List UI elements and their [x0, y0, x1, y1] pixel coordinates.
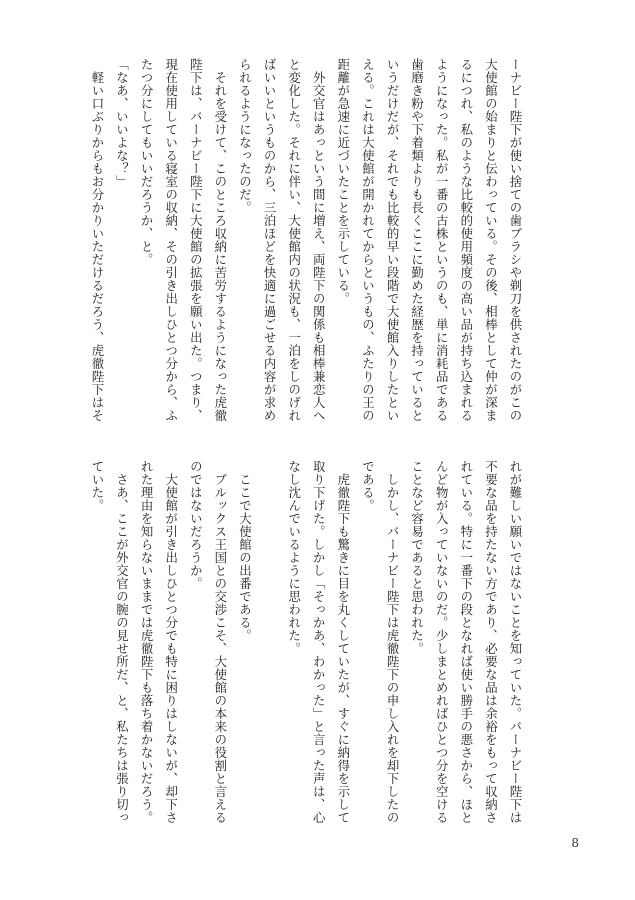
text-line: 「なあ、いいよな？」 — [114, 58, 130, 188]
text-line: 歯磨き粉や下着類よりも長くここに勤めた経歴を持っていると — [409, 58, 425, 422]
text-line: ようになった。私が一番の古株というのも、単に消耗品である — [434, 58, 450, 422]
text-line: ことなど容易であると思われた。 — [409, 460, 425, 655]
text-line: れが難しい願いではないことを知っていた。バーナビー陛下は — [508, 460, 523, 824]
text-line: それを受けて、このところ収納に苦労するようになった虎徹 — [212, 58, 228, 422]
text-line: 外交官はあっという間に増え、両陛下の関係も相棒兼恋人へ — [311, 58, 327, 422]
text-line: れている。特に一番下の段となれば使い勝手の悪さから、ほと — [458, 460, 474, 824]
text-line: 虎徹陛下も驚きに目を丸くしていたが、すぐに納得を示して — [335, 460, 351, 824]
text-line: られるようになったのだ。 — [237, 58, 253, 214]
text-line: しかし、バーナビー陛下は虎徹陛下の申し入れを却下したの — [385, 460, 401, 824]
text-line: える。これは大使館が開かれてからというもの、ふたりの王の — [360, 58, 376, 422]
text-line: 距離が急速に近づいたことを示している。 — [335, 58, 351, 305]
text-block-top — [89, 58, 527, 426]
text-line: のではないだろうか。 — [188, 460, 204, 590]
text-line: るにつれ、私のような比較的使用頻度の高い品が持ち込まれる — [458, 58, 474, 422]
text-block-bottom — [89, 460, 527, 828]
text-line: れた理由を知らないままでは虎徹陛下も落ち着かないだろう。 — [139, 460, 155, 824]
text-line: ブルックス王国との交渉こそ、大使館の本来の役割と言える — [212, 460, 228, 824]
text-line: 不要な品を持たない方であり、必要な品は余裕をもって収納さ — [483, 460, 499, 824]
text-line: 軽い口ぶりからもお分かりいただけるだろう、虎徹陛下はそ — [89, 58, 105, 422]
text-line: 現在使用している寝室の収納、その引き出しひとつ分から、ふ — [163, 58, 179, 422]
text-line: んど物が入っていないのだ。少しまとめればひとつ分を空ける — [434, 460, 450, 824]
text-line: いうだけだが、それでも比較的早い段階で大使館入りしたとい — [385, 58, 401, 422]
text-line: 大使館が引き出しひとつ分でも特に困りはしないが、却下さ — [163, 460, 179, 824]
text-line: ーナビー陛下が使い捨ての歯ブラシや剃刀を供されたのがこの — [508, 58, 523, 422]
text-line: なし沈んでいるように思われた。 — [286, 460, 302, 655]
text-line: である。 — [360, 460, 376, 512]
text-line: ばいいというものから、三泊ほどを快適に過ごせる内容が求め — [262, 58, 278, 422]
page-number: 8 — [571, 836, 579, 850]
text-line: と変化した。それに伴い、大使館内の状況も、一泊をしのげれ — [286, 58, 302, 422]
text-line: 取り下げた。しかし「そっかあ、わかった」と言った声は、心 — [311, 460, 327, 824]
text-line: ここで大使館の出番である。 — [237, 460, 253, 642]
text-line: 陛下は、バーナビー陛下に大使館の拡張を願い出た。つまり、 — [188, 58, 204, 422]
text-line: さあ、ここが外交官の腕の見せ所だ、と、私たちは張り切っ — [114, 460, 130, 824]
text-line: ていた。 — [89, 460, 105, 512]
text-line: たつ分にしてもいいだろうか、と。 — [139, 58, 155, 266]
blank-line — [256, 460, 281, 828]
text-line: 大使館の始まりと伝わっている。その後、相棒として仲が深ま — [483, 58, 499, 422]
